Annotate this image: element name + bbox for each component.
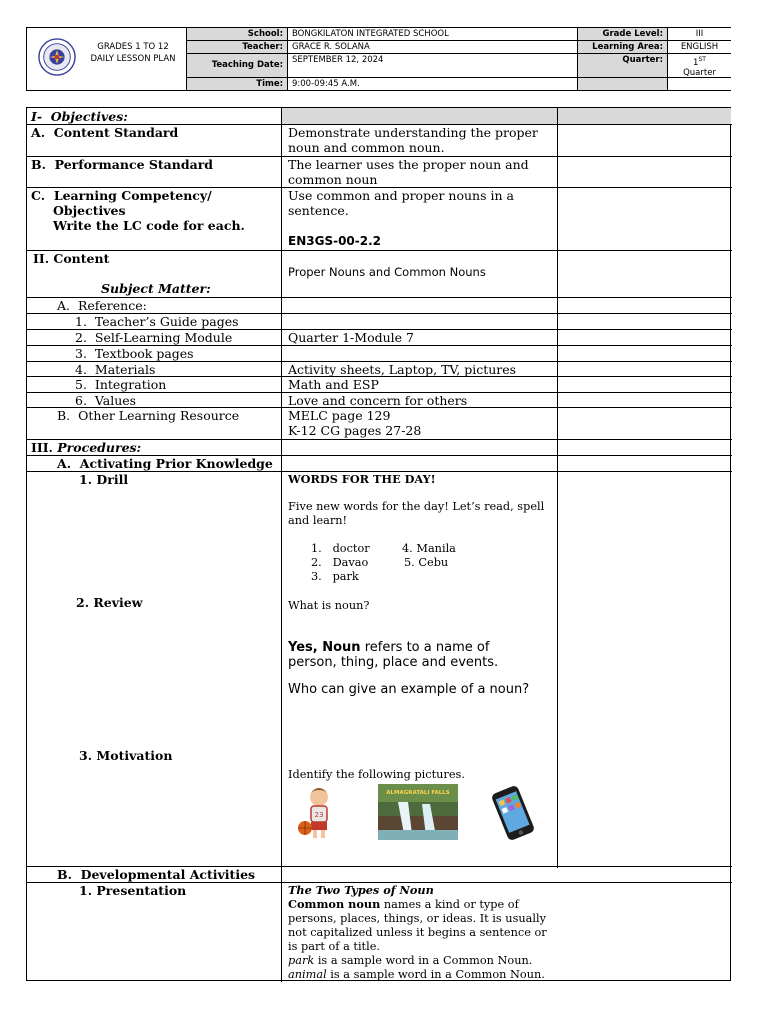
- reference-item: 4. Materials: [75, 362, 156, 377]
- grade-level-value: III: [668, 28, 731, 41]
- waterfall-picture: [378, 784, 458, 840]
- content-standard-label: A. Content Standard: [31, 125, 179, 140]
- teaching-date-label: Teaching Date:: [187, 54, 288, 78]
- motivation-text: Identify the following pictures.: [288, 768, 465, 781]
- logo-cell: [27, 28, 187, 90]
- activating-prior-knowledge-label: A. Activating Prior Knowledge: [57, 456, 273, 471]
- school-value: BONGKILATON INTEGRATED SCHOOL: [288, 28, 578, 41]
- learning-area-label: Learning Area:: [578, 41, 668, 54]
- content-standard-value: Demonstrate understanding the proper noun and common noun.: [288, 125, 538, 155]
- reference-item: 5. Integration: [75, 377, 167, 392]
- presentation-text: The Two Types of Noun Common noun names a kind or type of persons, places, things, or ideas. It is usually not capitalized unless it begins a sentence or is part of a title. park is a sample word in a Common Noun. animal is a sample word in a Common Noun.: [288, 883, 547, 981]
- subject-matter-label: Subject Matter:: [101, 281, 211, 296]
- column-divider-1: [281, 108, 282, 982]
- subject-matter-value: Proper Nouns and Common Nouns: [288, 265, 486, 279]
- review-question: What is noun?: [288, 599, 370, 612]
- reference-value: Math and ESP: [288, 377, 379, 392]
- empty-label-cell: [578, 78, 668, 90]
- performance-standard-label: B. Performance Standard: [31, 157, 214, 172]
- deped-seal-icon: [38, 38, 76, 76]
- reference-item: 2. Self-Learning Module: [75, 330, 233, 345]
- teacher-label: Teacher:: [187, 41, 288, 54]
- drill-title: WORDS FOR THE DAY!: [288, 472, 436, 486]
- teaching-date-value: SEPTEMBER 12, 2024: [288, 54, 578, 78]
- waterfall-caption: ALMAGRATALI FALLS: [386, 790, 450, 796]
- plan-title: GRADES 1 TO 12 DAILY LESSON PLAN: [90, 42, 176, 64]
- empty-value-cell: [668, 78, 731, 90]
- column-divider-2: [557, 108, 558, 868]
- procedures-heading: III. Procedures:: [31, 440, 142, 455]
- grade-level-label: Grade Level:: [578, 28, 668, 41]
- header-table: [26, 27, 731, 91]
- quarter-value: 1ST Quarter: [668, 54, 731, 78]
- quarter-label: Quarter:: [578, 54, 668, 78]
- reference-item: 1. Teacher’s Guide pages: [75, 314, 239, 329]
- content-heading: II. Content: [33, 251, 110, 266]
- cellphone-picture: [485, 784, 541, 842]
- review-prompt: Who can give an example of a noun?: [288, 682, 530, 697]
- learning-competency-label: C. Learning Competency/ Objectives Write the LC code for each.: [31, 188, 245, 233]
- time-value: 9:00-09:45 A.M.: [288, 78, 578, 90]
- review-answer: Yes, Noun refers to a name of person, thing, place and events.: [288, 640, 499, 670]
- svg-text:23: 23: [314, 811, 324, 819]
- presentation-label: 1. Presentation: [79, 883, 187, 898]
- reference-value: Quarter 1-Module 7: [288, 330, 414, 345]
- reference-value: Activity sheets, Laptop, TV, pictures: [288, 362, 517, 377]
- learning-area-value: ENGLISH: [668, 41, 731, 54]
- review-label: 2. Review: [76, 595, 143, 610]
- word-list-right: 4. Manila 5. Cebu: [402, 542, 456, 569]
- drill-label: 1. Drill: [79, 472, 129, 487]
- lc-code: EN3GS-00-2.2: [288, 234, 381, 248]
- objectives-header-fill: [281, 108, 731, 124]
- lesson-plan-table: [26, 107, 731, 981]
- motivation-label: 3. Motivation: [79, 748, 173, 763]
- performance-standard-value: The learner uses the proper noun and common noun: [288, 157, 529, 187]
- learning-competency-value: Use common and proper nouns in a sentence.: [288, 188, 514, 218]
- reference-label: A. Reference:: [57, 298, 147, 313]
- reference-item: 6. Values: [75, 393, 137, 408]
- drill-instructions: Five new words for the day! Let’s read, spell and learn!: [288, 500, 545, 527]
- school-label: School:: [187, 28, 288, 41]
- objectives-heading: I- Objectives:: [31, 109, 128, 124]
- reference-item: 3. Textbook pages: [75, 346, 194, 361]
- basketball-player-picture: [285, 784, 353, 842]
- word-list-left: 1. doctor 2. Davao 3. park: [311, 542, 370, 583]
- row-line: [27, 250, 732, 251]
- other-resource-value: MELC page 129 K-12 CG pages 27-28: [288, 408, 422, 438]
- teacher-value: GRACE R. SOLANA: [288, 41, 578, 54]
- reference-value: Love and concern for others: [288, 393, 468, 408]
- developmental-activities-label: B. Developmental Activities: [57, 867, 256, 882]
- time-label: Time:: [187, 78, 288, 90]
- other-resource-label: B. Other Learning Resource: [57, 408, 240, 423]
